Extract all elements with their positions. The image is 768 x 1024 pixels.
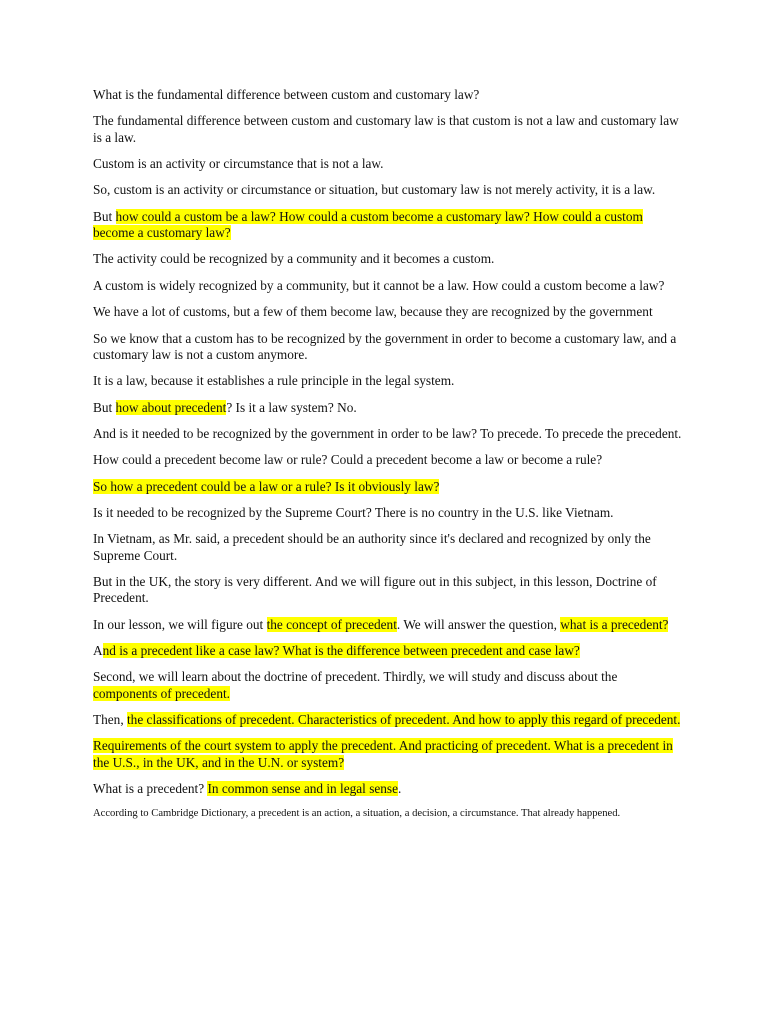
paragraph: [93, 304, 683, 320]
paragraph: [93, 209, 683, 241]
text-run: A: [93, 643, 103, 659]
text-run: But: [93, 208, 116, 224]
paragraph: [93, 87, 683, 103]
paragraph: [93, 738, 683, 770]
paragraph: [93, 617, 683, 633]
paragraph: [93, 807, 683, 820]
text-run: Second, we will learn about the doctrine of precedent. Thirdly, we will study and discuss about the: [93, 669, 618, 685]
text-run: But: [93, 399, 116, 415]
highlighted-text: how about precedent: [115, 399, 227, 415]
highlighted-text: the concept of precedent: [266, 616, 397, 632]
paragraph: [93, 712, 683, 728]
paragraph: [93, 278, 683, 294]
paragraph: [93, 251, 683, 267]
highlighted-text: the classifications of precedent. Characteristics of precedent. And how to apply this regard of precedent.: [126, 712, 681, 728]
paragraph: [93, 156, 683, 172]
paragraph: [93, 479, 683, 495]
text-run: And is it needed to be recognized by the government in order to be law? To precede. To precede the precedent.: [93, 425, 682, 441]
highlighted-text: how could a custom be a law? How could a custom become a customary law? How could a custom become a customary law?: [93, 208, 643, 240]
text-run: So we know that a custom has to be recognized by the government in order to become a customary law, and a customary law is not a custom anymore.: [93, 330, 677, 362]
highlighted-text: components of precedent.: [93, 685, 230, 701]
text-run: So, custom is an activity or circumstance or situation, but customary law is not merely activity, it is a law.: [93, 182, 656, 198]
text-run: The activity could be recognized by a community and it becomes a custom.: [93, 251, 495, 267]
text-run: But in the UK, the story is very different. And we will figure out in this subject, in this lesson, Doctrine of Precedent.: [93, 574, 657, 606]
text-run: We have a lot of customs, but a few of them become law, because they are recognized by the government: [93, 304, 653, 320]
paragraph: [93, 113, 683, 145]
text-run: The fundamental difference between custom and customary law is that custom is not a law and customary law is a law.: [93, 113, 679, 145]
paragraph: [93, 669, 683, 701]
paragraph: [93, 452, 683, 468]
text-run: Then,: [93, 712, 127, 728]
paragraph: [93, 426, 683, 442]
text-run: According to Cambridge Dictionary, a precedent is an action, a situation, a decision, a circumstance. That already happened.: [93, 808, 621, 820]
paragraph: [93, 574, 683, 606]
text-run: In Vietnam, as Mr. said, a precedent should be an authority since it's declared and recognized by only the Supreme Court.: [93, 531, 651, 563]
text-run: Is it needed to be recognized by the Supreme Court? There is no country in the U.S. like Vietnam.: [93, 505, 614, 521]
text-run: ? Is it a law system? No.: [226, 399, 357, 415]
paragraph: [93, 505, 683, 521]
text-run: How could a precedent become law or rule? Could a precedent become a law or become a rule?: [93, 452, 603, 468]
highlighted-text: nd is a precedent like a case law? What is the difference between precedent and case law?: [102, 643, 580, 659]
paragraph: [93, 781, 683, 797]
highlighted-text: what is a precedent?: [560, 616, 669, 632]
highlighted-text: In common sense and in legal sense: [207, 781, 398, 797]
highlighted-text: Requirements of the court system to apply the precedent. And practicing of precedent. What is a precedent in the U.S., in the UK, and in the U.N. or system?: [93, 738, 673, 770]
paragraph: [93, 331, 683, 363]
text-run: .: [398, 781, 402, 797]
paragraph: [93, 182, 683, 198]
text-run: A custom is widely recognized by a community, but it cannot be a law. How could a custom become a law?: [93, 277, 665, 293]
paragraph: [93, 373, 683, 389]
paragraph: [93, 400, 683, 416]
text-run: What is a precedent?: [93, 781, 208, 797]
text-run: It is a law, because it establishes a rule principle in the legal system.: [93, 373, 455, 389]
text-run: In our lesson, we will figure out: [93, 616, 267, 632]
highlighted-text: So how a precedent could be a law or a rule? Is it obviously law?: [93, 478, 440, 494]
text-run: Custom is an activity or circumstance that is not a law.: [93, 155, 384, 171]
document-body: [93, 87, 683, 831]
paragraph: [93, 531, 683, 563]
text-run: . We will answer the question,: [396, 616, 561, 632]
text-run: What is the fundamental difference between custom and customary law?: [93, 87, 480, 102]
paragraph: [93, 643, 683, 659]
